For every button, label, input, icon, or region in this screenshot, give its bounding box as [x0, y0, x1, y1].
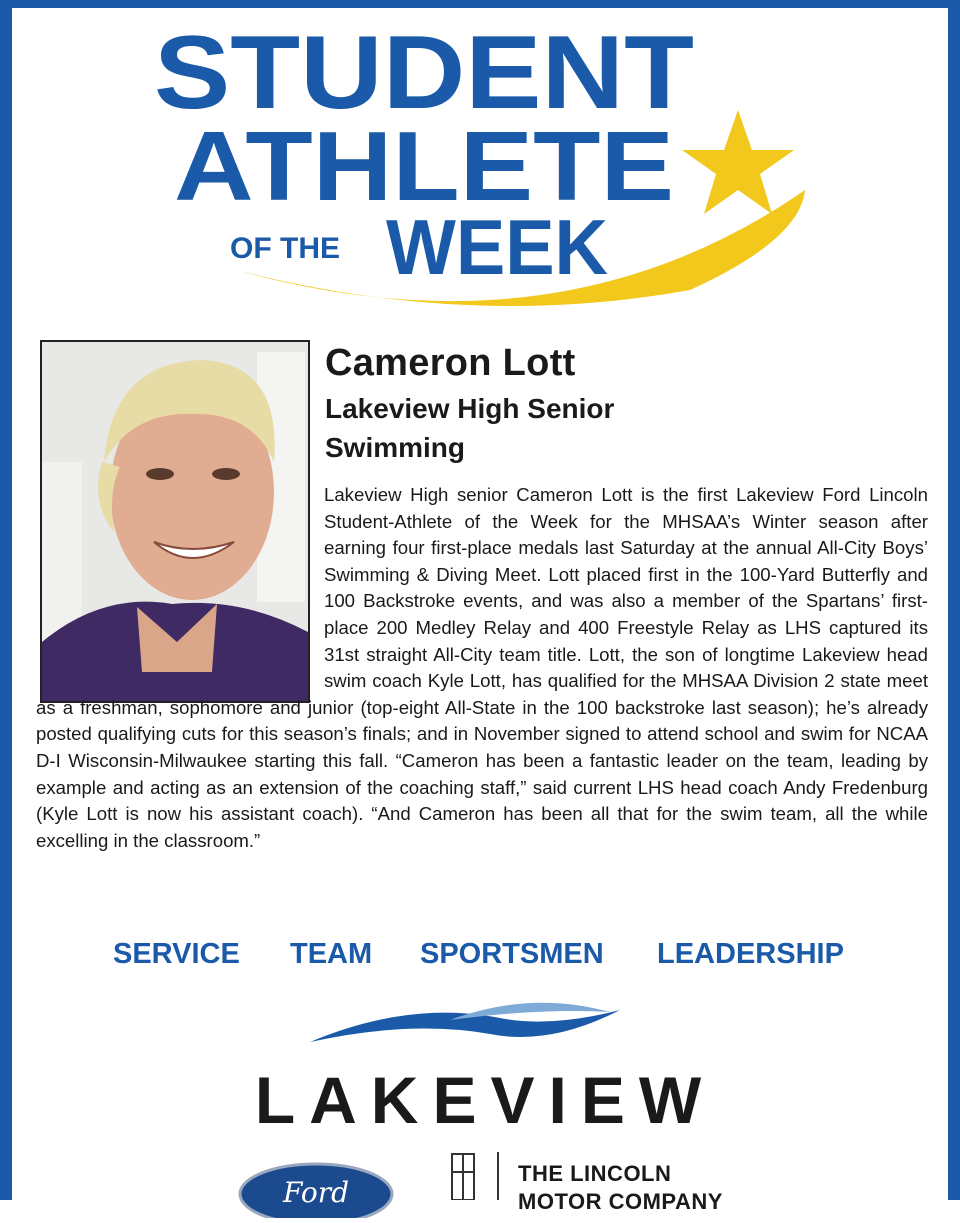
lincoln-divider [497, 1152, 499, 1200]
lincoln-star-emblem-icon [448, 1152, 478, 1200]
ford-logo [238, 1158, 394, 1218]
dealer-name: LAKEVIEW [254, 1063, 716, 1137]
logo-line-athlete: ATHLETE [174, 111, 674, 221]
value-service: SERVICE [113, 938, 240, 970]
lincoln-line-1: THE LINCOLN [518, 1161, 672, 1186]
lakeview-wave-logo [300, 990, 630, 1060]
logo-week: WEEK [386, 203, 608, 291]
logo-line-student: STUDENT [154, 15, 694, 131]
value-leadership: LEADERSHIP [657, 938, 844, 970]
star-icon [682, 110, 794, 214]
ford-logo-text: Ford [282, 1176, 350, 1209]
lincoln-line-2: MOTOR COMPANY [518, 1189, 723, 1214]
lincoln-wordmark [518, 1160, 723, 1216]
student-athlete-logo [0, 0, 960, 330]
athlete-school: Lakeview High Senior [325, 393, 615, 424]
value-sportsmen: SPORTSMEN [420, 938, 604, 970]
athlete-sport: Swimming [325, 432, 466, 463]
logo-of-the: OF THE [230, 232, 340, 265]
value-team: TEAM [290, 938, 373, 970]
athlete-name: Cameron Lott [325, 342, 576, 384]
article-body [36, 482, 928, 854]
article-body-text: Lakeview High senior Cameron Lott is the first Lakeview Ford Lincoln Student-Athlete of the Week for the MHSAA’s Winter season after earning four first-place medals last Saturday at the annual All-City Boys’ Swimming & Diving Meet. Lott placed first in the 100-Yard Butterfly and 100 Backstroke events, and was also a member of the Spartans’ first-place 200 Medley Relay and 400 Freestyle Relay as LHS captured its 31st straight All-City team title. Lott, the son of longtime Lakeview head swim coach Kyle Lott, has qualified for the MHSAA Division 2 state meet as a freshman, sophomore and junior (top-eight All-State in the 100 backstroke last season); he’s already posted qualifying cuts for this season’s finals; and in November signed to attend school and swim for NCAA D-I Wisconsin-Milwaukee starting this fall. “Cameron has been a fantastic leader on the team, leading by example and acting as an extension of the coaching staff,” said current LHS head coach Andy Fredenburg (Kyle Lott is now his assistant coach). “And Cameron has been all that for the swim team, all the while excelling in the classroom.” [36, 484, 928, 851]
